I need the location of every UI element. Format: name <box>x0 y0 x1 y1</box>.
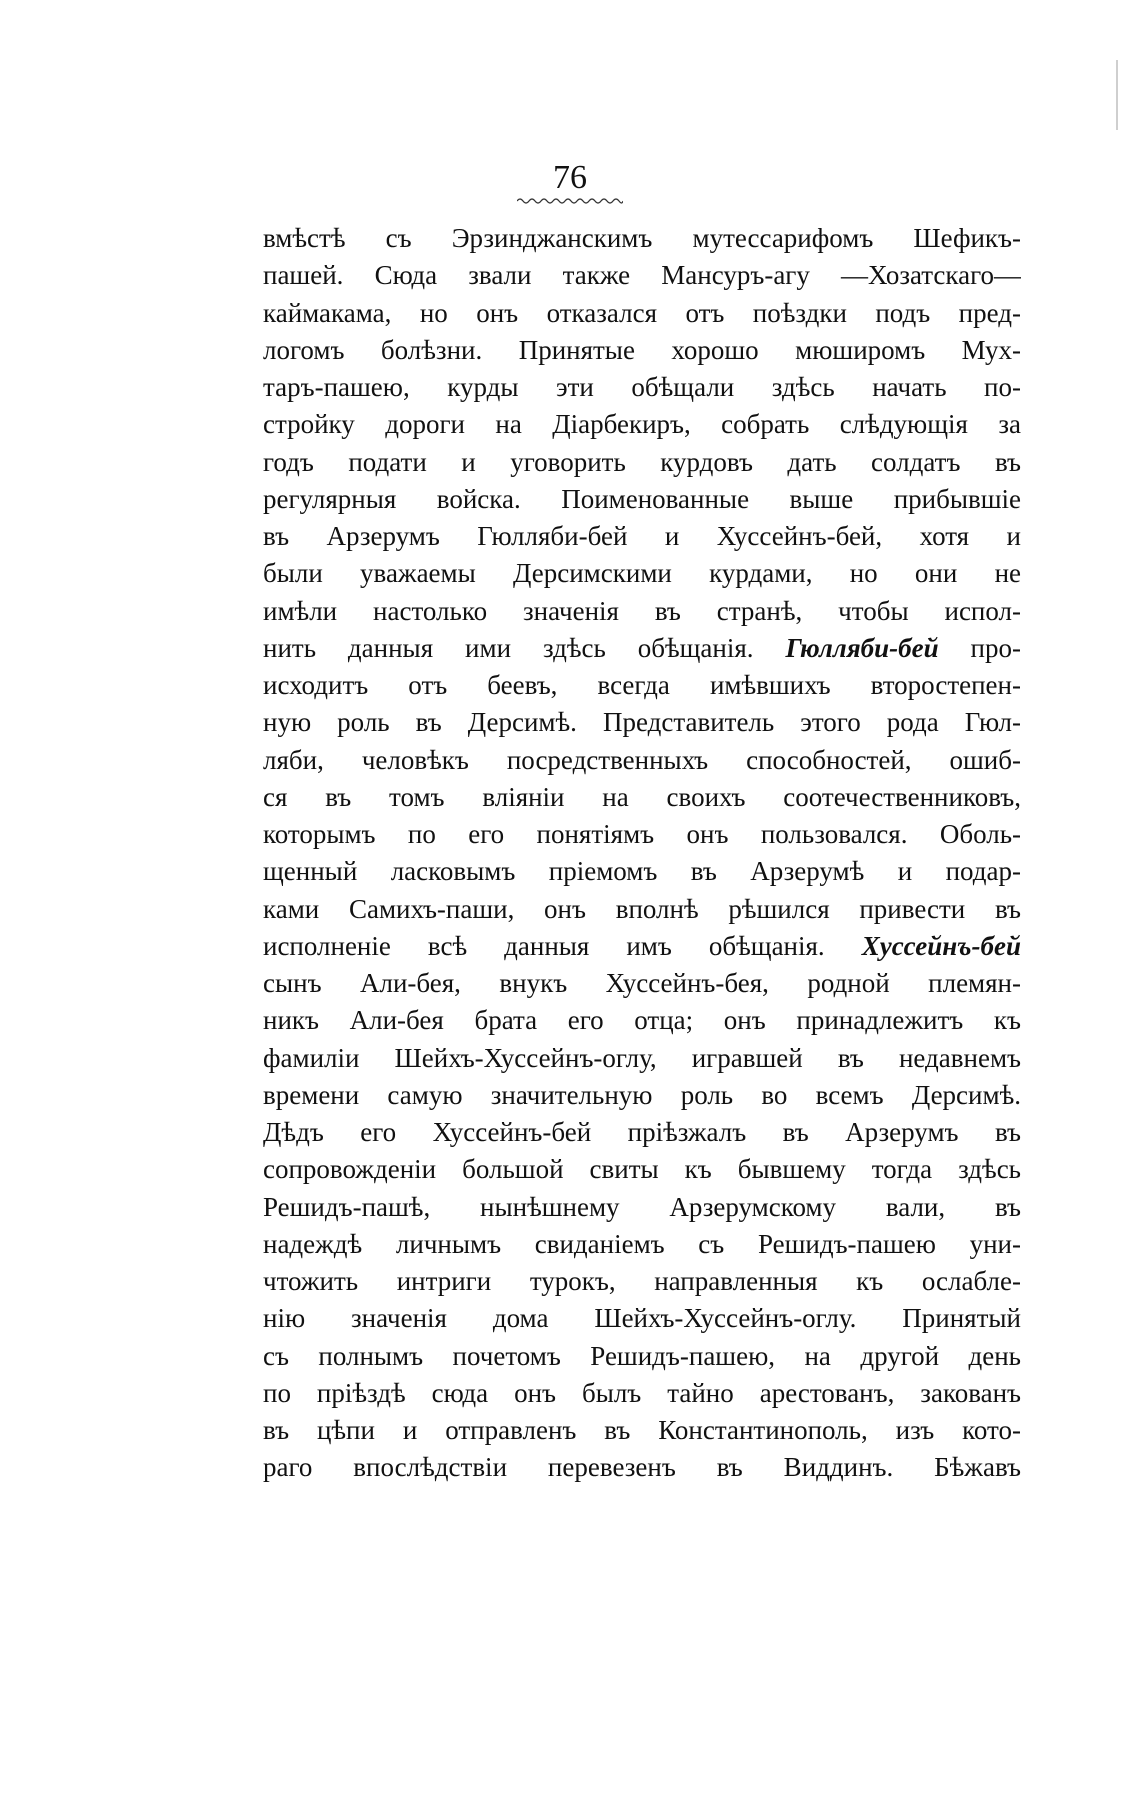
text-line: имѣли настолько значенія въ странѣ, чтобы испол- <box>263 595 1021 626</box>
text-segment: про- <box>938 632 1021 663</box>
text-line: времени самую значительную роль во всемъ Дерсимѣ. <box>263 1079 1021 1110</box>
text-line: сынъ Али-бея, внукъ Хуссейнъ-бея, родной племян- <box>263 968 1021 998</box>
text-line: которымъ по его понятіямъ онъ пользовался. Оболь- <box>263 819 1021 849</box>
text-line: чтожить интриги турокъ, направленныя къ ослабле- <box>263 1266 1021 1296</box>
text-line: фамиліи Шейхъ-Хуссейнъ-оглу, игравшей въ недавнемъ <box>263 1042 1021 1073</box>
text-line: были уважаемы Дерсимскими курдами, но они не <box>263 558 1021 589</box>
text-line: ками Самихъ-паши, онъ вполнѣ рѣшился привести въ <box>263 893 1021 924</box>
text-line <box>263 928 1021 965</box>
text-line: регулярныя войска. Поименованные выше прибывшіе <box>263 483 1021 514</box>
text-line: съ полнымъ почетомъ Решидъ-пашею, на другой день <box>263 1340 1021 1371</box>
wavy-rule-ornament <box>517 197 623 205</box>
text-line: ную роль въ Дерсимѣ. Представитель этого рода Гюл- <box>263 707 1021 738</box>
text-line: нію значенія дома Шейхъ-Хуссейнъ-оглу. Принятый <box>263 1303 1021 1334</box>
text-line: сопровожденіи большой свиты къ бывшему тогда здѣсь <box>263 1154 1021 1185</box>
text-line: ся въ томъ вліяніи на своихъ соотечественниковъ, <box>263 781 1021 812</box>
text-line: надеждѣ личнымъ свиданіемъ съ Решидъ-пашею уни- <box>263 1228 1021 1259</box>
text-line: раго впослѣдствіи перевезенъ въ Виддинъ. Бѣжавъ <box>263 1452 1021 1483</box>
text-line: таръ-пашею, курды эти обѣщали здѣсь начать по- <box>263 372 1021 402</box>
text-line: вмѣстѣ съ Эрзинджанскимъ мутессарифомъ Шефикъ- <box>263 223 1021 253</box>
text-line: никъ Али-бея брата его отца; онъ принадлежитъ къ <box>263 1005 1021 1036</box>
text-line: пашей. Сюда звали также Мансуръ-агу —Хозатскаго— <box>263 260 1021 291</box>
text-line: ляби, человѣкъ посредственныхъ способностей, ошиб- <box>263 744 1021 775</box>
body-text <box>263 220 1021 1487</box>
text-segment: нить данныя ими здѣсь обѣщанія. <box>263 632 786 663</box>
page-number: 76 <box>553 159 587 196</box>
text-line: въ Арзерумъ Гюлляби-бей и Хуссейнъ-бей, хотя и <box>263 521 1021 551</box>
text-line <box>263 630 1021 667</box>
emphasized-name: Гюлляби-бей <box>785 632 939 663</box>
text-line: каймакама, но онъ отказался отъ поѣздки подъ пред- <box>263 297 1021 328</box>
scan-edge-mark <box>1116 60 1118 130</box>
text-line: стройку дороги на Діарбекиръ, собрать слѣдующія за <box>263 409 1021 440</box>
text-line: щенный ласковымъ пріемомъ въ Арзерумѣ и подар- <box>263 856 1021 887</box>
text-line: Дѣдъ его Хуссейнъ-бей пріѣзжалъ въ Арзерумъ въ <box>263 1117 1021 1147</box>
text-line: логомъ болѣзни. Принятые хорошо мюширомъ Мух- <box>263 334 1021 365</box>
emphasized-name: Хуссейнъ-бей <box>861 930 1021 961</box>
text-segment: исполненіе всѣ данныя имъ обѣщанія. <box>263 930 862 961</box>
text-line: Решидъ-пашѣ, нынѣшнему Арзерумскому вали, въ <box>263 1191 1021 1222</box>
text-line: исходитъ отъ беевъ, всегда имѣвшихъ второстепен- <box>263 670 1021 700</box>
text-line: въ цѣпи и отправленъ въ Константинополь, изъ кото- <box>263 1415 1021 1445</box>
text-line: годъ подати и уговорить курдовъ дать солдатъ въ <box>263 446 1021 477</box>
text-line: по пріѣздѣ сюда онъ былъ тайно арестованъ, закованъ <box>263 1377 1021 1408</box>
